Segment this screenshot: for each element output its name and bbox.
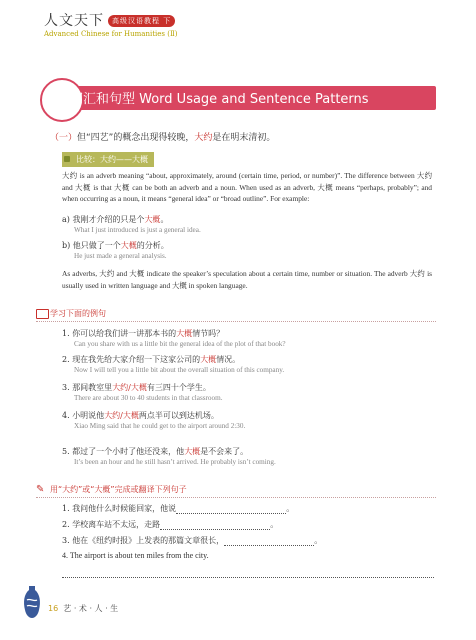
learn-example-3: 3. 那间教室里大约/大概有三四十个学生。 bbox=[62, 383, 211, 392]
book-icon bbox=[36, 309, 49, 319]
learn-example-3-translation: There are about 30 to 40 students in that classroom. bbox=[74, 394, 223, 402]
divider bbox=[36, 321, 436, 322]
book-badge: 高级汉语教程 下 bbox=[108, 15, 175, 27]
book-title: 人文天下 高级汉语教程 下 bbox=[44, 10, 175, 30]
answer-line[interactable] bbox=[62, 577, 434, 578]
learn-example-2-translation: Now I will tell you a little bit about the overall situation of this company. bbox=[74, 366, 285, 374]
learn-example-1-translation: Can you share with us a little bit the general idea of the plot of that book? bbox=[74, 340, 286, 348]
learn-heading: 学习下面的例句 bbox=[50, 309, 106, 318]
example-b-translation: He just made a general analysis. bbox=[74, 252, 167, 260]
explanation-paragraph-2: As adverbs, 大约 and 大概 indicate the speaker’s speculation about a certain time, number or situation. The adverb 大约 is usually used in written language and 大概 in spoken language. bbox=[62, 269, 432, 290]
pen-icon: ✎ bbox=[36, 484, 45, 495]
section-title: 词汇和句型 Word Usage and Sentence Patterns bbox=[70, 92, 369, 107]
example-b: b) 他只做了一个大概的分析。 bbox=[62, 241, 169, 250]
exercise-heading: 用“大约”或“大概”完成或翻译下列句子 bbox=[50, 485, 187, 494]
answer-blank[interactable] bbox=[224, 537, 314, 546]
exercise-1: 1. 我问他什么时候能回家，他说 。 bbox=[62, 504, 295, 513]
explanation-paragraph: 大约 is an adverb meaning “about, approximately, around (certain time, period, or number)”. The difference between 大约 and 大概 is that 大概 can be both an adverb and a noun. When used as an adverb, 大概 means “perhaps, probably”; and when occurring as a noun, it means “general idea” or “broad outline”. For example: bbox=[62, 171, 432, 203]
example-a-translation: What I just introduced is just a general idea. bbox=[74, 226, 201, 234]
answer-blank[interactable] bbox=[160, 521, 270, 530]
exercise-4: 4. The airport is about ten miles from the city. bbox=[62, 551, 209, 560]
learn-example-5-translation: It’s been an hour and he still hasn’t arrived. He probably isn’t coming. bbox=[74, 458, 276, 466]
example-a: a) 我刚才介绍的只是个大概。 bbox=[62, 215, 169, 224]
learn-example-5: 5. 都过了一个小时了他还没来，他大概是不会来了。 bbox=[62, 447, 249, 456]
page-number: 16 艺 · 术 · 人 · 生 bbox=[48, 604, 119, 613]
learn-example-1: 1. 你可以给我们讲一讲那本书的大概情节吗？ bbox=[62, 329, 225, 338]
divider bbox=[36, 497, 436, 498]
answer-blank[interactable] bbox=[176, 505, 286, 514]
vase-icon bbox=[22, 584, 42, 620]
book-subtitle: Advanced Chinese for Humanities (Ⅱ) bbox=[44, 30, 178, 38]
point-heading: （一）但“四艺”的概念出现得较晚，大约是在明末清初。 bbox=[50, 133, 276, 143]
compare-tag: 比较：大约——大概 bbox=[62, 152, 154, 167]
learn-example-4: 4. 小明说他大约/大概两点半可以到达机场。 bbox=[62, 411, 219, 420]
exercise-2: 2. 学校离车站不太远，走路 。 bbox=[62, 520, 279, 529]
exercise-3: 3. 他在《纽约时报》上发表的那篇文章很长， 。 bbox=[62, 536, 323, 545]
tag-square-icon bbox=[64, 156, 70, 162]
learn-example-4-translation: Xiao Ming said that he could get to the airport around 2:30. bbox=[74, 422, 246, 430]
learn-example-2: 2. 现在我先给大家介绍一下这家公司的大概情况。 bbox=[62, 355, 241, 364]
